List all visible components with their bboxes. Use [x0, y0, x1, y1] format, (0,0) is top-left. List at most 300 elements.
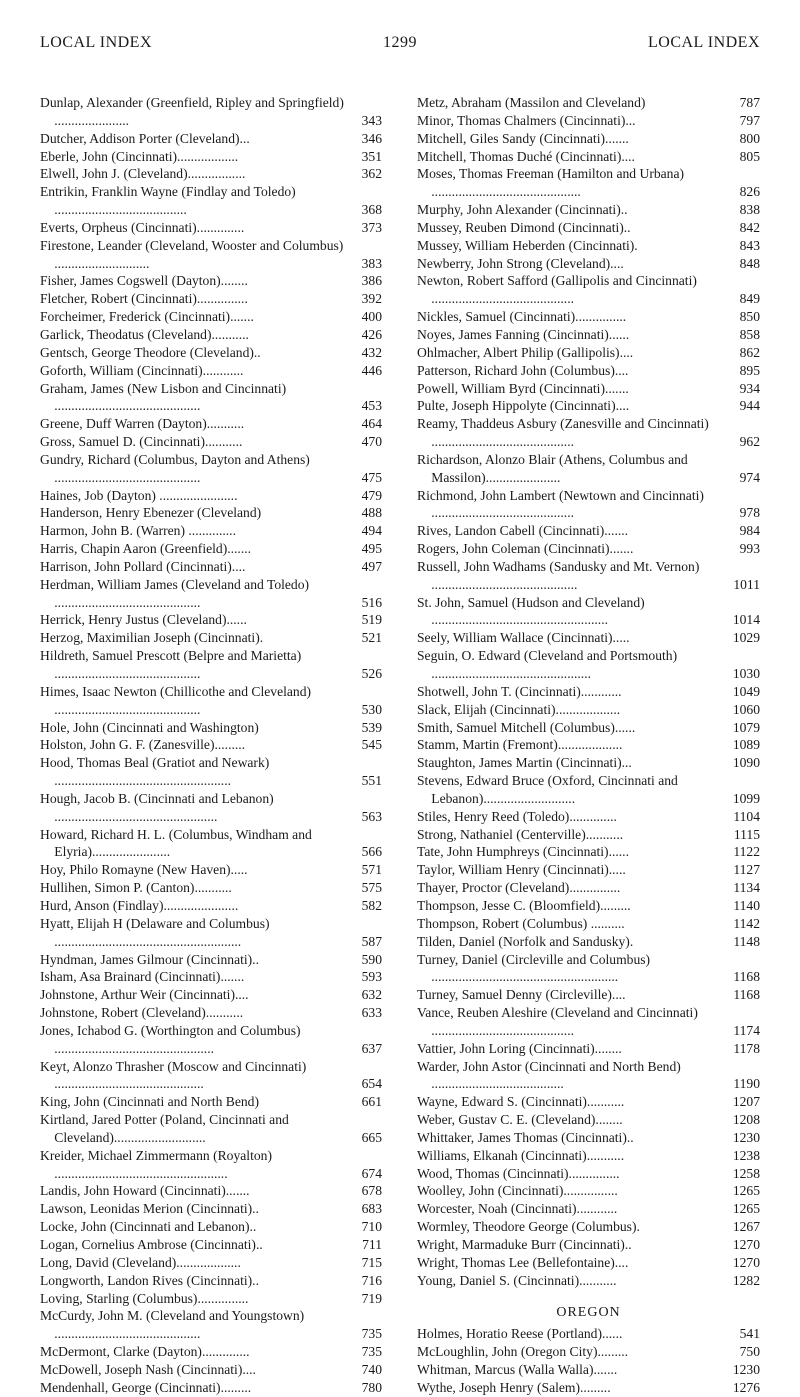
entry-page-number: 1267: [726, 1218, 760, 1236]
index-entry: [417, 986, 760, 1004]
entry-name: Mussey, Reuben Dimond (Cincinnati)..: [417, 219, 631, 235]
index-entry: [40, 1272, 382, 1290]
entry-page-number: 494: [348, 522, 382, 540]
entry-page-number: 545: [348, 736, 382, 754]
entry-page-number: 637: [348, 1040, 382, 1058]
index-entry: [417, 933, 760, 951]
index-entry: [40, 522, 382, 540]
index-entry: [40, 897, 382, 915]
entry-page-number: 1276: [726, 1379, 760, 1397]
entry-page-number: 521: [348, 629, 382, 647]
entry-name: Mitchell, Giles Sandy (Cincinnati).......: [417, 130, 629, 146]
entry-name: Mendenhall, George (Cincinnati).........: [40, 1379, 252, 1395]
entry-name: Stiles, Henry Reed (Toledo)..............: [417, 808, 617, 824]
index-entry: [417, 879, 760, 897]
index-entry: [417, 843, 760, 861]
entry-name: Harris, Chapin Aaron (Greenfield).......: [40, 541, 252, 557]
entry-page-number: 1140: [726, 897, 760, 915]
index-entry: [417, 1379, 760, 1397]
entry-name: Minor, Thomas Chalmers (Cincinnati)...: [417, 112, 636, 128]
index-entry: [417, 130, 760, 148]
index-entry: [417, 701, 760, 719]
entry-name: Harmon, John B. (Warren) ..............: [40, 523, 236, 539]
entry-page-number: 1134: [726, 879, 760, 897]
index-column-left: [40, 94, 382, 1397]
entry-name: Holston, John G. F. (Zanesville).........: [40, 737, 246, 753]
index-entry: [417, 629, 760, 647]
entry-page-number: 974: [726, 469, 760, 487]
entry-page-number: 1230: [726, 1129, 760, 1147]
entry-name: Forcheimer, Frederick (Cincinnati).......: [40, 309, 254, 325]
index-entry: [417, 487, 760, 523]
entry-name: Fletcher, Robert (Cincinnati)...............: [40, 291, 248, 307]
entry-name: Kreider, Michael Zimmermann (Royalton) ...................................................: [40, 1147, 272, 1181]
entry-name: Hoy, Philo Romayne (New Haven).....: [40, 862, 248, 878]
index-entry: [417, 148, 760, 166]
entry-name: Dutcher, Addison Porter (Cleveland)...: [40, 130, 250, 146]
entry-page-number: 539: [348, 719, 382, 737]
index-entry: [417, 362, 760, 380]
index-entry: [40, 130, 382, 148]
entry-name: Ohlmacher, Albert Philip (Gallipolis)....: [417, 344, 634, 360]
index-entry: [40, 272, 382, 290]
entry-page-number: 716: [348, 1272, 382, 1290]
entry-page-number: 566: [348, 843, 382, 861]
entry-name: Harrison, John Pollard (Cincinnati)....: [40, 558, 246, 574]
entry-page-number: 1265: [726, 1182, 760, 1200]
index-entry: [40, 1361, 382, 1379]
index-entry: [417, 1004, 760, 1040]
index-entry: [40, 1004, 382, 1022]
index-entry: [40, 1111, 382, 1147]
index-entry: [40, 826, 382, 862]
entry-page-number: 1079: [726, 719, 760, 737]
entry-name: Loving, Starling (Columbus)...............: [40, 1290, 249, 1306]
entry-name: McCurdy, John M. (Cleveland and Youngstown) ...........................................: [40, 1308, 305, 1342]
index-entry: [417, 951, 760, 987]
entry-page-number: 495: [348, 540, 382, 558]
index-entry: [417, 540, 760, 558]
index-entry: [40, 861, 382, 879]
entry-name: Hole, John (Cincinnati and Washington): [40, 719, 259, 735]
entry-page-number: 661: [348, 1093, 382, 1111]
entry-page-number: 654: [348, 1075, 382, 1093]
index-entry: [40, 1022, 382, 1058]
entry-page-number: 1122: [726, 843, 760, 861]
entry-page-number: 1029: [726, 629, 760, 647]
entry-page-number: 593: [348, 968, 382, 986]
index-entry: [40, 719, 382, 737]
entry-page-number: 978: [726, 504, 760, 522]
entry-page-number: 715: [348, 1254, 382, 1272]
entry-name: Young, Daniel S. (Cincinnati)...........: [417, 1272, 617, 1288]
entry-page-number: 1190: [726, 1075, 760, 1093]
index-entry: [40, 451, 382, 487]
index-entry: [417, 255, 760, 273]
entry-page-number: 735: [348, 1343, 382, 1361]
entry-page-number: 497: [348, 558, 382, 576]
entry-page-number: 674: [348, 1165, 382, 1183]
entry-name: Seely, William Wallace (Cincinnati).....: [417, 630, 630, 646]
entry-name: Powell, William Byrd (Cincinnati).......: [417, 380, 629, 396]
index-entry: [417, 326, 760, 344]
entry-page-number: 400: [348, 308, 382, 326]
entry-page-number: 479: [348, 487, 382, 505]
index-entry: [417, 201, 760, 219]
entry-name: Turney, Daniel (Circleville and Columbus) .......................................................: [417, 951, 651, 985]
entry-page-number: 1115: [726, 826, 760, 844]
entry-name: Firestone, Leander (Cleveland, Wooster and Columbus) ............................: [40, 237, 344, 271]
entry-page-number: 1207: [726, 1093, 760, 1111]
entry-name: Nickles, Samuel (Cincinnati)...............: [417, 309, 627, 325]
entry-page-number: 551: [348, 772, 382, 790]
entry-name: Williams, Elkanah (Cincinnati)...........: [417, 1147, 625, 1163]
index-entry: [40, 148, 382, 166]
entry-page-number: 587: [348, 933, 382, 951]
index-entry: [417, 594, 760, 630]
entry-name: Gundry, Richard (Columbus, Dayton and Athens) ...........................................: [40, 451, 310, 485]
entry-page-number: 848: [726, 255, 760, 273]
index-entry: [417, 165, 760, 201]
entry-name: Isham, Asa Brainard (Cincinnati).......: [40, 969, 245, 985]
entry-name: Murphy, John Alexander (Cincinnati)..: [417, 202, 628, 218]
entry-page-number: 1238: [726, 1147, 760, 1165]
entry-page-number: 678: [348, 1182, 382, 1200]
entry-page-number: 750: [726, 1343, 760, 1361]
index-entry: [417, 1325, 760, 1343]
entry-name: Hyndman, James Gilmour (Cincinnati)..: [40, 951, 259, 967]
entry-name: Stamm, Martin (Fremont)...................: [417, 737, 623, 753]
entry-name: Greene, Duff Warren (Dayton)...........: [40, 416, 245, 432]
entry-name: Newberry, John Strong (Cleveland)....: [417, 255, 624, 271]
index-entry: [40, 790, 382, 826]
index-entry: [40, 380, 382, 416]
entry-page-number: 1127: [726, 861, 760, 879]
oregon-entries: [417, 1325, 760, 1396]
index-entry: [40, 1182, 382, 1200]
index-entry: [417, 1147, 760, 1165]
entry-page-number: 787: [726, 94, 760, 112]
index-entry: [417, 272, 760, 308]
entry-page-number: 446: [348, 362, 382, 380]
index-entry: [40, 558, 382, 576]
entry-page-number: 805: [726, 148, 760, 166]
entry-page-number: 1270: [726, 1254, 760, 1272]
entry-page-number: 944: [726, 397, 760, 415]
index-entry: [40, 1147, 382, 1183]
index-entry: [40, 308, 382, 326]
index-entry: [40, 683, 382, 719]
entry-name: Keyt, Alonzo Thrasher (Moscow and Cincinnati) ............................................: [40, 1058, 307, 1092]
entry-page-number: 800: [726, 130, 760, 148]
entry-name: Himes, Isaac Newton (Chillicothe and Cleveland) ...........................................: [40, 683, 312, 717]
index-entry: [40, 1200, 382, 1218]
index-entry: [417, 397, 760, 415]
index-entry: [417, 1272, 760, 1290]
entry-page-number: 590: [348, 951, 382, 969]
entry-page-number: 1142: [726, 915, 760, 933]
index-entry: [40, 1058, 382, 1094]
entry-name: Entrikin, Franklin Wayne (Findlay and Toledo) .......................................: [40, 184, 296, 218]
index-entry: [40, 736, 382, 754]
entry-name: McDowell, Joseph Nash (Cincinnati)....: [40, 1361, 256, 1377]
entry-name: Rives, Landon Cabell (Cincinnati).......: [417, 523, 629, 539]
index-entry: [417, 558, 760, 594]
index-entry: [40, 326, 382, 344]
index-entry: [417, 1058, 760, 1094]
entry-page-number: 984: [726, 522, 760, 540]
index-entry: [417, 1040, 760, 1058]
entry-name: Garlick, Theodatus (Cleveland)...........: [40, 326, 249, 342]
entry-page-number: 373: [348, 219, 382, 237]
index-entry: [417, 1182, 760, 1200]
entry-page-number: 1168: [726, 986, 760, 1004]
index-entry: [417, 451, 760, 487]
header-right-title: LOCAL INDEX: [648, 34, 760, 51]
entry-name: Hildreth, Samuel Prescott (Belpre and Marietta) ...........................................: [40, 648, 302, 681]
index-entry: [40, 968, 382, 986]
entry-page-number: 432: [348, 344, 382, 362]
entry-page-number: 1178: [726, 1040, 760, 1058]
entry-page-number: 683: [348, 1200, 382, 1218]
entry-page-number: 530: [348, 701, 382, 719]
entry-name: Elwell, John J. (Cleveland).................: [40, 166, 246, 182]
index-entry: [40, 986, 382, 1004]
entry-name: Herdman, William James (Cleveland and Toledo) ...........................................: [40, 576, 310, 610]
entry-name: Herzog, Maximilian Joseph (Cincinnati).: [40, 630, 264, 646]
index-entry: [40, 165, 382, 183]
entry-name: Metz, Abraham (Massilon and Cleveland): [417, 95, 646, 110]
entry-page-number: 516: [348, 594, 382, 612]
entry-name: Graham, James (New Lisbon and Cincinnati) ...........................................: [40, 380, 287, 414]
index-entry: [417, 1343, 760, 1361]
entry-name: Tate, John Humphreys (Cincinnati)......: [417, 844, 629, 860]
entry-page-number: 1090: [726, 754, 760, 772]
entry-page-number: 1148: [726, 933, 760, 951]
index-entry: [417, 1093, 760, 1111]
entry-page-number: 426: [348, 326, 382, 344]
entry-page-number: 386: [348, 272, 382, 290]
entry-name: Herrick, Henry Justus (Cleveland)......: [40, 612, 247, 628]
entry-page-number: 962: [726, 433, 760, 451]
index-entry: [417, 112, 760, 130]
index-entry: [417, 1218, 760, 1236]
entry-name: Longworth, Landon Rives (Cincinnati)..: [40, 1272, 259, 1288]
index-entry: [40, 915, 382, 951]
entry-name: Rogers, John Coleman (Cincinnati).......: [417, 541, 634, 557]
entry-name: Mitchell, Thomas Duché (Cincinnati)....: [417, 148, 635, 164]
entry-page-number: 541: [726, 1325, 760, 1343]
entry-page-number: 842: [726, 219, 760, 237]
entry-name: King, John (Cincinnati and North Bend): [40, 1094, 259, 1110]
index-entry: [40, 754, 382, 790]
index-column-right: [417, 94, 760, 1397]
entry-page-number: 464: [348, 415, 382, 433]
index-entry: [417, 897, 760, 915]
entry-name: Eberle, John (Cincinnati)..................: [40, 148, 239, 164]
entry-name: Richmond, John Lambert (Newtown and Cincinnati) ..........................................: [417, 487, 704, 521]
entry-page-number: 383: [348, 255, 382, 273]
entry-page-number: 475: [348, 469, 382, 487]
index-entry: [417, 808, 760, 826]
entry-page-number: 571: [348, 861, 382, 879]
index-entry: [40, 951, 382, 969]
index-entry: [417, 1165, 760, 1183]
index-entry: [417, 380, 760, 398]
entry-name: Shotwell, John T. (Cincinnati)............: [417, 683, 622, 699]
entry-page-number: 351: [348, 148, 382, 166]
entry-page-number: 488: [348, 504, 382, 522]
index-entry: [417, 754, 760, 772]
index-entry: [40, 415, 382, 433]
entry-page-number: 711: [348, 1236, 382, 1254]
entry-name: Wright, Marmaduke Burr (Cincinnati)..: [417, 1237, 632, 1252]
entry-name: Turney, Samuel Denny (Circleville)....: [417, 987, 626, 1003]
index-entry: [40, 540, 382, 558]
entry-name: St. John, Samuel (Hudson and Cleveland) ....................................................: [417, 594, 645, 628]
section-heading-oregon: OREGON: [556, 1304, 621, 1320]
index-entry: [40, 1254, 382, 1272]
entry-name: Hurd, Anson (Findlay)......................: [40, 897, 239, 913]
entry-page-number: 1258: [726, 1165, 760, 1183]
index-entry: [40, 94, 382, 130]
index-entry: [417, 1111, 760, 1129]
entry-name: Everts, Orpheus (Cincinnati)..............: [40, 219, 245, 235]
entry-page-number: 1282: [726, 1272, 760, 1290]
entry-name: Lawson, Leonidas Merion (Cincinnati)..: [40, 1201, 259, 1217]
index-entry: [40, 1236, 382, 1254]
entry-name: Dunlap, Alexander (Greenfield, Ripley and Springfield) ......................: [40, 95, 344, 128]
entry-name: Kirtland, Jared Potter (Poland, Cincinnati and Cleveland)...........................: [40, 1112, 289, 1145]
entry-name: Taylor, William Henry (Cincinnati).....: [417, 862, 626, 878]
entry-page-number: 1049: [726, 683, 760, 701]
entry-name: Locke, John (Cincinnati and Lebanon)..: [40, 1219, 257, 1235]
entry-page-number: 1174: [726, 1022, 760, 1040]
entry-page-number: 362: [348, 165, 382, 183]
index-entry: [417, 308, 760, 326]
index-entry: [40, 1218, 382, 1236]
entry-name: McLoughlin, John (Oregon City).........: [417, 1344, 629, 1360]
entry-page-number: 1265: [726, 1200, 760, 1218]
entry-name: Tilden, Daniel (Norfolk and Sandusky).: [417, 933, 634, 949]
index-entry: [40, 504, 382, 522]
entry-page-number: 563: [348, 808, 382, 826]
index-entry: [40, 237, 382, 273]
entry-name: Handerson, Henry Ebenezer (Cleveland): [40, 505, 262, 521]
entry-page-number: 1011: [726, 576, 760, 594]
index-entry: [40, 1307, 382, 1343]
entry-page-number: 719: [348, 1290, 382, 1308]
index-entry: [40, 433, 382, 451]
index-entry: [40, 290, 382, 308]
entry-page-number: 1014: [726, 611, 760, 629]
entry-page-number: 633: [348, 1004, 382, 1022]
index-entry: [40, 611, 382, 629]
entry-name: Reamy, Thaddeus Asbury (Zanesville and Cincinnati) ..........................................: [417, 416, 709, 450]
entry-page-number: 858: [726, 326, 760, 344]
index-entry: [40, 219, 382, 237]
entry-page-number: 1168: [726, 968, 760, 986]
index-entry: [40, 1343, 382, 1361]
entry-name: Holmes, Horatio Reese (Portland)......: [417, 1326, 623, 1342]
entry-page-number: 843: [726, 237, 760, 255]
entry-page-number: 1060: [726, 701, 760, 719]
index-entry: [40, 629, 382, 647]
entry-page-number: 710: [348, 1218, 382, 1236]
entry-page-number: 850: [726, 308, 760, 326]
entry-name: Mussey, William Heberden (Cincinnati).: [417, 237, 638, 253]
entry-name: Woolley, John (Cincinnati)................: [417, 1183, 618, 1199]
entry-name: Noyes, James Fanning (Cincinnati)......: [417, 326, 630, 342]
entry-page-number: 740: [348, 1361, 382, 1379]
index-entry: [40, 344, 382, 362]
index-entry: [417, 736, 760, 754]
index-entry: [417, 719, 760, 737]
entry-name: Wood, Thomas (Cincinnati)...............: [417, 1165, 620, 1181]
entry-name: Smith, Samuel Mitchell (Columbus)......: [417, 719, 636, 735]
entry-page-number: 1230: [726, 1361, 760, 1379]
entry-name: Hood, Thomas Beal (Gratiot and Newark) ....................................................: [40, 755, 270, 789]
entry-page-number: 797: [726, 112, 760, 130]
index-entry: [417, 522, 760, 540]
entry-page-number: 1270: [726, 1236, 760, 1254]
entry-name: Goforth, William (Cincinnati)............: [40, 362, 244, 378]
entry-page-number: 343: [348, 112, 382, 130]
entry-name: Weber, Gustav C. E. (Cleveland)........: [417, 1112, 623, 1128]
header-left-title: LOCAL INDEX: [40, 34, 152, 51]
entry-page-number: 1208: [726, 1111, 760, 1129]
entry-page-number: 1089: [726, 736, 760, 754]
entry-name: Hyatt, Elijah H (Delaware and Columbus) .......................................................: [40, 915, 270, 949]
entry-page-number: 470: [348, 433, 382, 451]
entry-name: Moses, Thomas Freeman (Hamilton and Urbana) ............................................: [417, 166, 685, 200]
entry-name: Wright, Thomas Lee (Bellefontaine)....: [417, 1254, 629, 1270]
entry-name: Stevens, Edward Bruce (Oxford, Cincinnati and Lebanon)...........................: [417, 773, 678, 806]
entry-page-number: 1099: [726, 790, 760, 808]
entry-name: McDermont, Clarke (Dayton)..............: [40, 1344, 250, 1360]
entry-page-number: 519: [348, 611, 382, 629]
index-entry: [40, 647, 382, 683]
entry-page-number: 826: [726, 183, 760, 201]
entry-name: Whittaker, James Thomas (Cincinnati)..: [417, 1129, 634, 1145]
entry-name: Haines, Job (Dayton) .......................: [40, 487, 238, 503]
entry-name: Strong, Nathaniel (Centerville)...........: [417, 826, 624, 842]
entry-name: Wythe, Joseph Henry (Salem).........: [417, 1379, 611, 1395]
entry-name: Thompson, Jesse C. (Bloomfield).........: [417, 897, 631, 913]
index-entry: [417, 826, 760, 844]
entry-name: Howard, Richard H. L. (Columbus, Windham and Elyria).......................: [40, 826, 312, 860]
entry-name: Thompson, Robert (Columbus) ..........: [417, 915, 625, 931]
entry-name: Fisher, James Cogswell (Dayton)........: [40, 273, 248, 289]
entry-page-number: 838: [726, 201, 760, 219]
entry-name: Slack, Elijah (Cincinnati)...................: [417, 701, 621, 717]
entry-page-number: 934: [726, 380, 760, 398]
entry-page-number: 526: [348, 665, 382, 683]
index-entry: [417, 237, 760, 255]
entry-page-number: 849: [726, 290, 760, 308]
header-page-number: 1299: [383, 34, 417, 51]
running-header: [40, 34, 760, 56]
index-entry: [417, 415, 760, 451]
entry-name: Richardson, Alonzo Blair (Athens, Columbus and Massilon)......................: [417, 451, 688, 485]
entry-name: Gentsch, George Theodore (Cleveland)..: [40, 344, 261, 360]
entry-name: Staughton, James Martin (Cincinnati)...: [417, 755, 632, 771]
entry-name: Warder, John Astor (Cincinnati and North Bend) .......................................: [417, 1058, 681, 1092]
index-entry: [40, 487, 382, 505]
index-entry: [417, 1361, 760, 1379]
entry-name: Russell, John Wadhams (Sandusky and Mt. Vernon) ...........................................: [417, 558, 700, 592]
entry-name: Whitman, Marcus (Walla Walla).......: [417, 1362, 618, 1378]
